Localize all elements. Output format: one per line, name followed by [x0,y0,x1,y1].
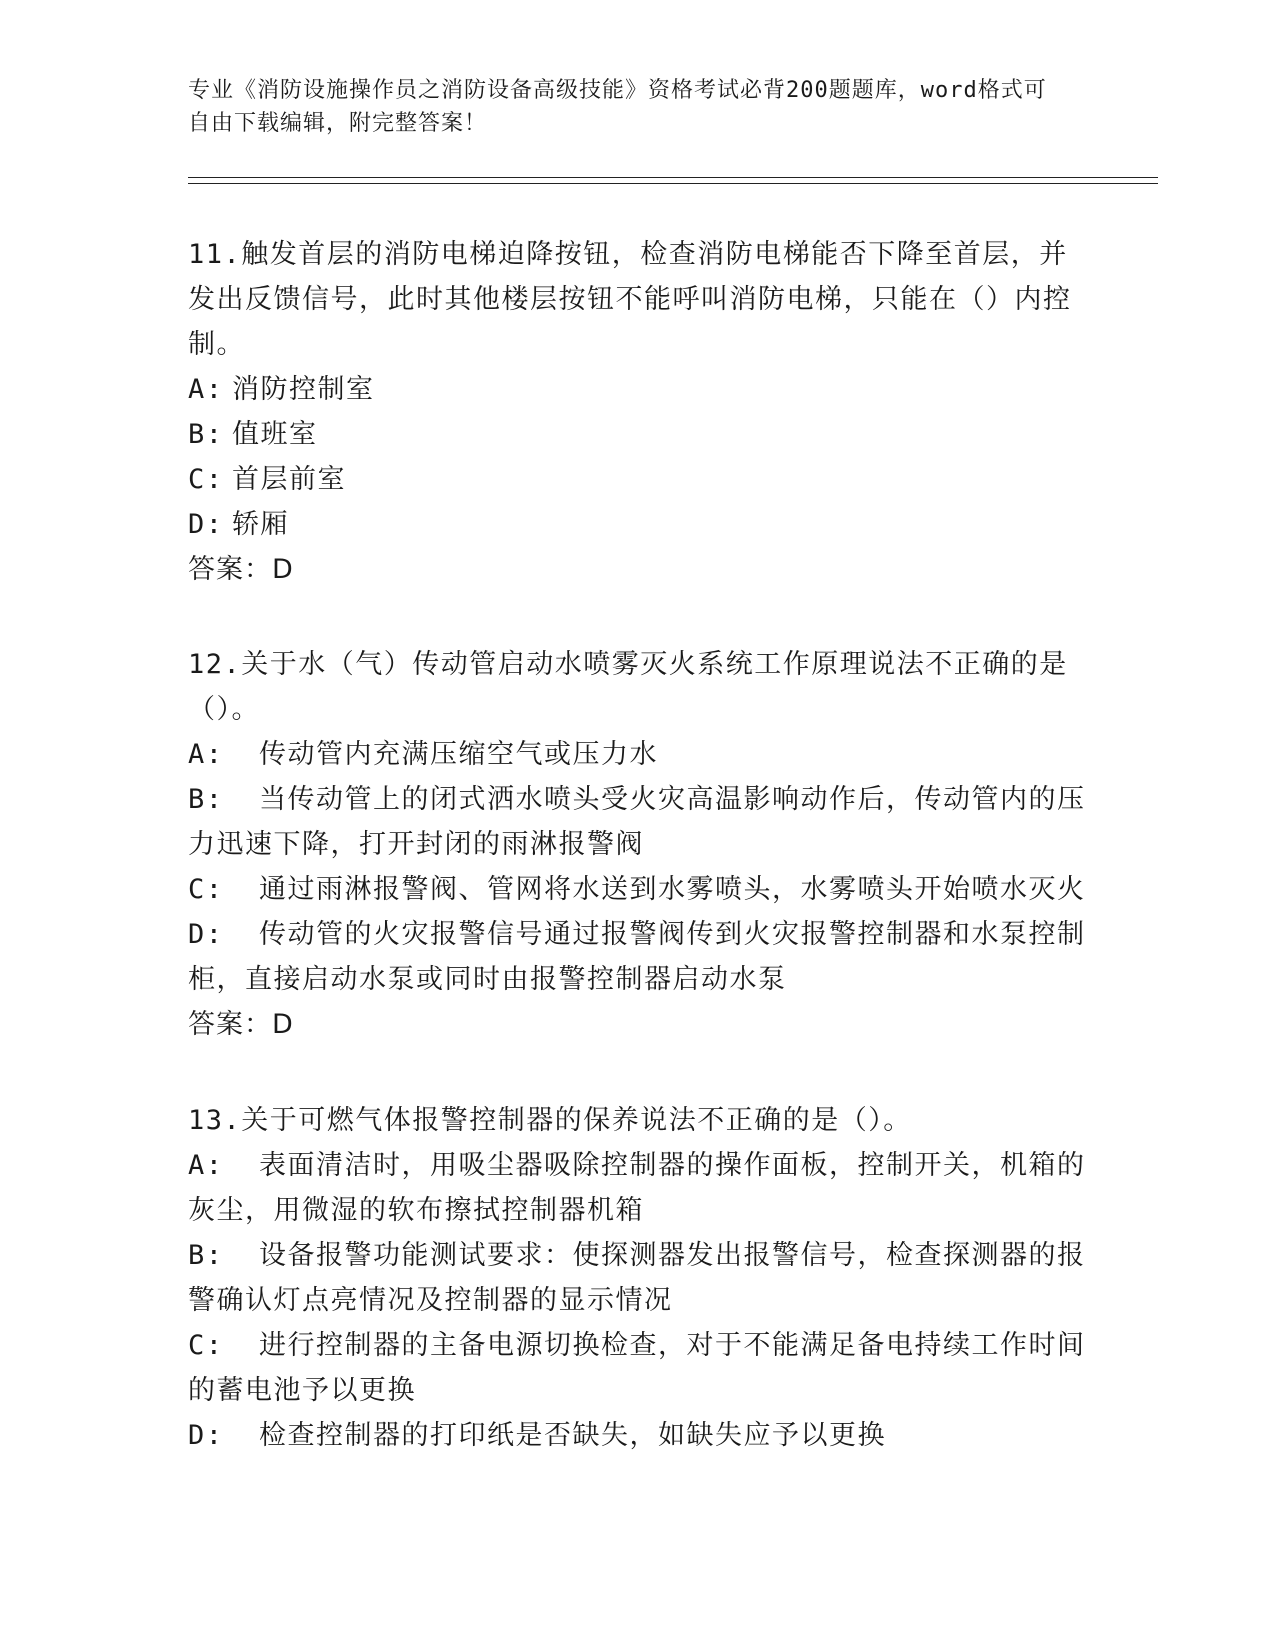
option-key: A: [188,374,224,405]
option-text: 轿厢 [232,509,289,540]
option-key: A: [188,739,242,770]
question-stem: 11.触发首层的消防电梯迫降按钮，检查消防电梯能否下降至首层，并发出反馈信号，此时其他楼层按钮不能呼叫消防电梯，只能在（）内控制。 [188,239,1072,360]
option-c [188,867,1088,912]
option-b [188,412,1088,457]
header-divider-top [188,177,1158,178]
header-divider-bottom [188,183,1158,184]
question-11 [188,232,1088,592]
option-c [188,457,1088,502]
option-key: C: [188,464,224,495]
option-text: 通过雨淋报警阀、管网将水送到水雾喷头，水雾喷头开始喷水灭火 [259,874,1086,905]
option-key: D: [188,919,242,950]
option-text: 消防控制室 [232,374,375,405]
option-a [188,1143,1088,1233]
option-text: 当传动管上的闭式洒水喷头受火灾高温影响动作后，传动管内的压力迅速下降，打开封闭的雨淋报警阀 [188,784,1086,860]
option-a [188,367,1088,412]
answer: 答案：D [188,554,294,585]
option-c [188,1323,1088,1413]
question-stem: 12.关于水（气）传动管启动水喷雾灭火系统工作原理说法不正确的是（）。 [188,649,1068,725]
question-stem: 13.关于可燃气体报警控制器的保养说法不正确的是（）。 [188,1105,912,1136]
option-text: 进行控制器的主备电源切换检查，对于不能满足备电持续工作时间的蓄电池予以更换 [188,1330,1086,1406]
option-text: 值班室 [232,419,318,450]
option-text: 首层前室 [232,464,346,495]
option-d [188,912,1088,1002]
option-key: C: [188,874,242,905]
option-text: 表面清洁时，用吸尘器吸除控制器的操作面板，控制开关，机箱的灰尘，用微湿的软布擦拭控制器机箱 [188,1150,1086,1226]
option-text: 设备报警功能测试要求：使探测器发出报警信号，检查探测器的报警确认灯点亮情况及控制器的显示情况 [188,1240,1086,1316]
option-key: B: [188,784,242,815]
option-text: 传动管的火灾报警信号通过报警阀传到火灾报警控制器和水泵控制柜，直接启动水泵或同时由报警控制器启动水泵 [188,919,1086,995]
option-key: A: [188,1150,242,1181]
option-key: D: [188,509,224,540]
option-text: 传动管内充满压缩空气或压力水 [259,739,659,770]
option-a [188,732,1088,777]
option-d [188,1413,1088,1458]
question-13 [188,1098,1088,1458]
answer: 答案：D [188,1009,294,1040]
option-key: B: [188,1240,242,1271]
option-key: D: [188,1420,242,1451]
option-key: B: [188,419,224,450]
option-b [188,777,1088,867]
option-key: C: [188,1330,242,1361]
option-text: 检查控制器的打印纸是否缺失，如缺失应予以更换 [259,1420,887,1451]
question-12 [188,642,1088,1047]
option-b [188,1233,1088,1323]
document-header: 专业《消防设施操作员之消防设备高级技能》资格考试必背200题题库，word格式可自由下载编辑，附完整答案！ [188,78,1047,136]
option-d [188,502,1088,547]
